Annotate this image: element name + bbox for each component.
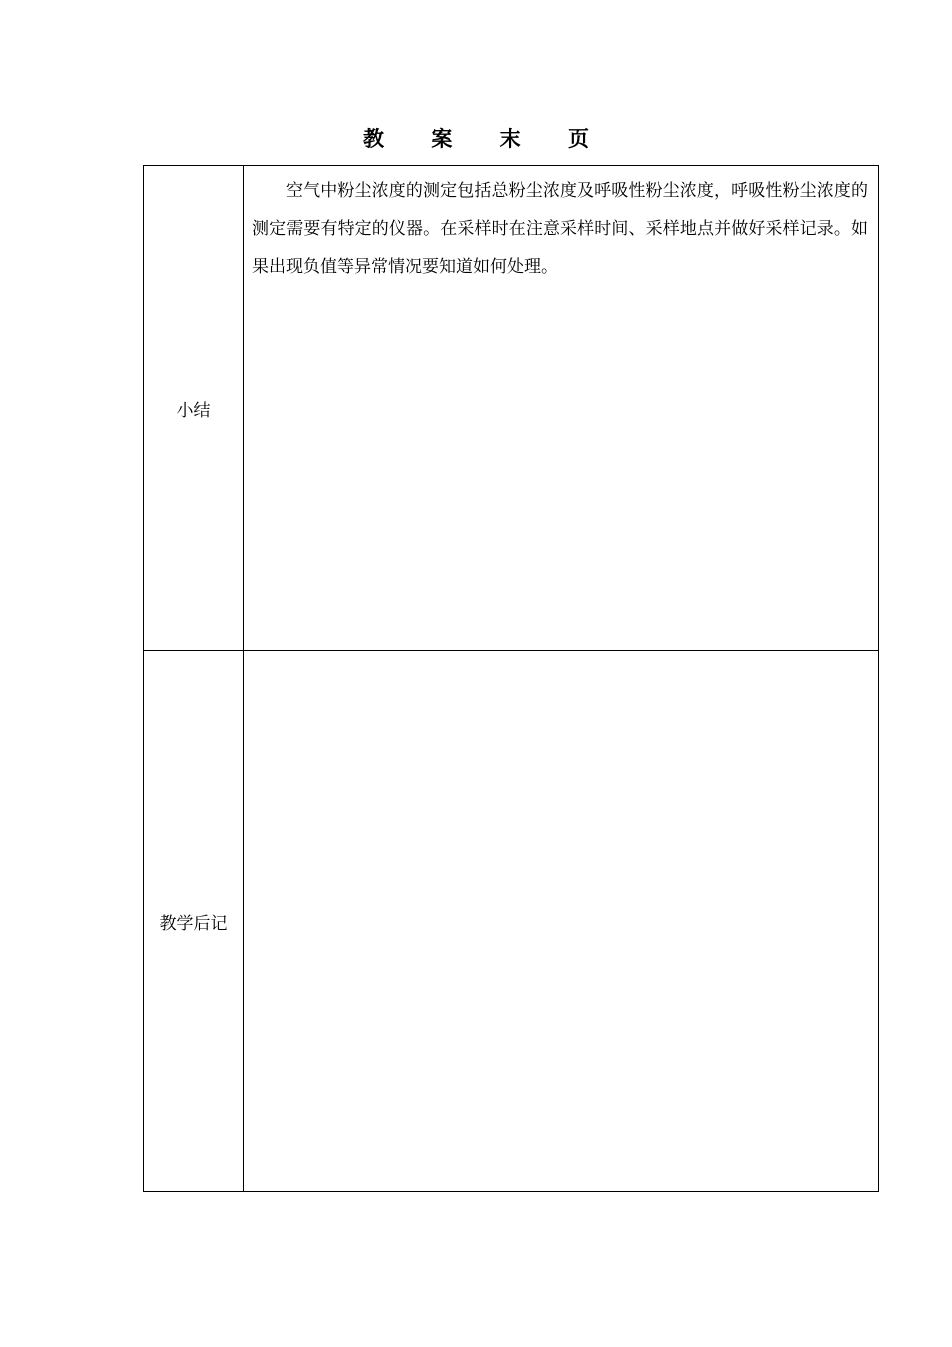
summary-row (144, 166, 879, 651)
teaching-notes-row (144, 651, 879, 1192)
summary-label: 小结 (144, 166, 244, 651)
teaching-notes-content-cell (244, 651, 879, 1192)
teaching-notes-label: 教学后记 (144, 651, 244, 1192)
page-title: 教 案 末 页 (363, 126, 609, 151)
lesson-plan-table (143, 165, 879, 1192)
summary-content-cell (244, 166, 879, 651)
summary-text: 空气中粉尘浓度的测定包括总粉尘浓度及呼吸性粉尘浓度，呼吸性粉尘浓度的测定需要有特定的仪器。在采样时在注意采样时间、采样地点并做好采样记录。如果出现负值等异常情况要知道如何处理。 (252, 181, 868, 277)
